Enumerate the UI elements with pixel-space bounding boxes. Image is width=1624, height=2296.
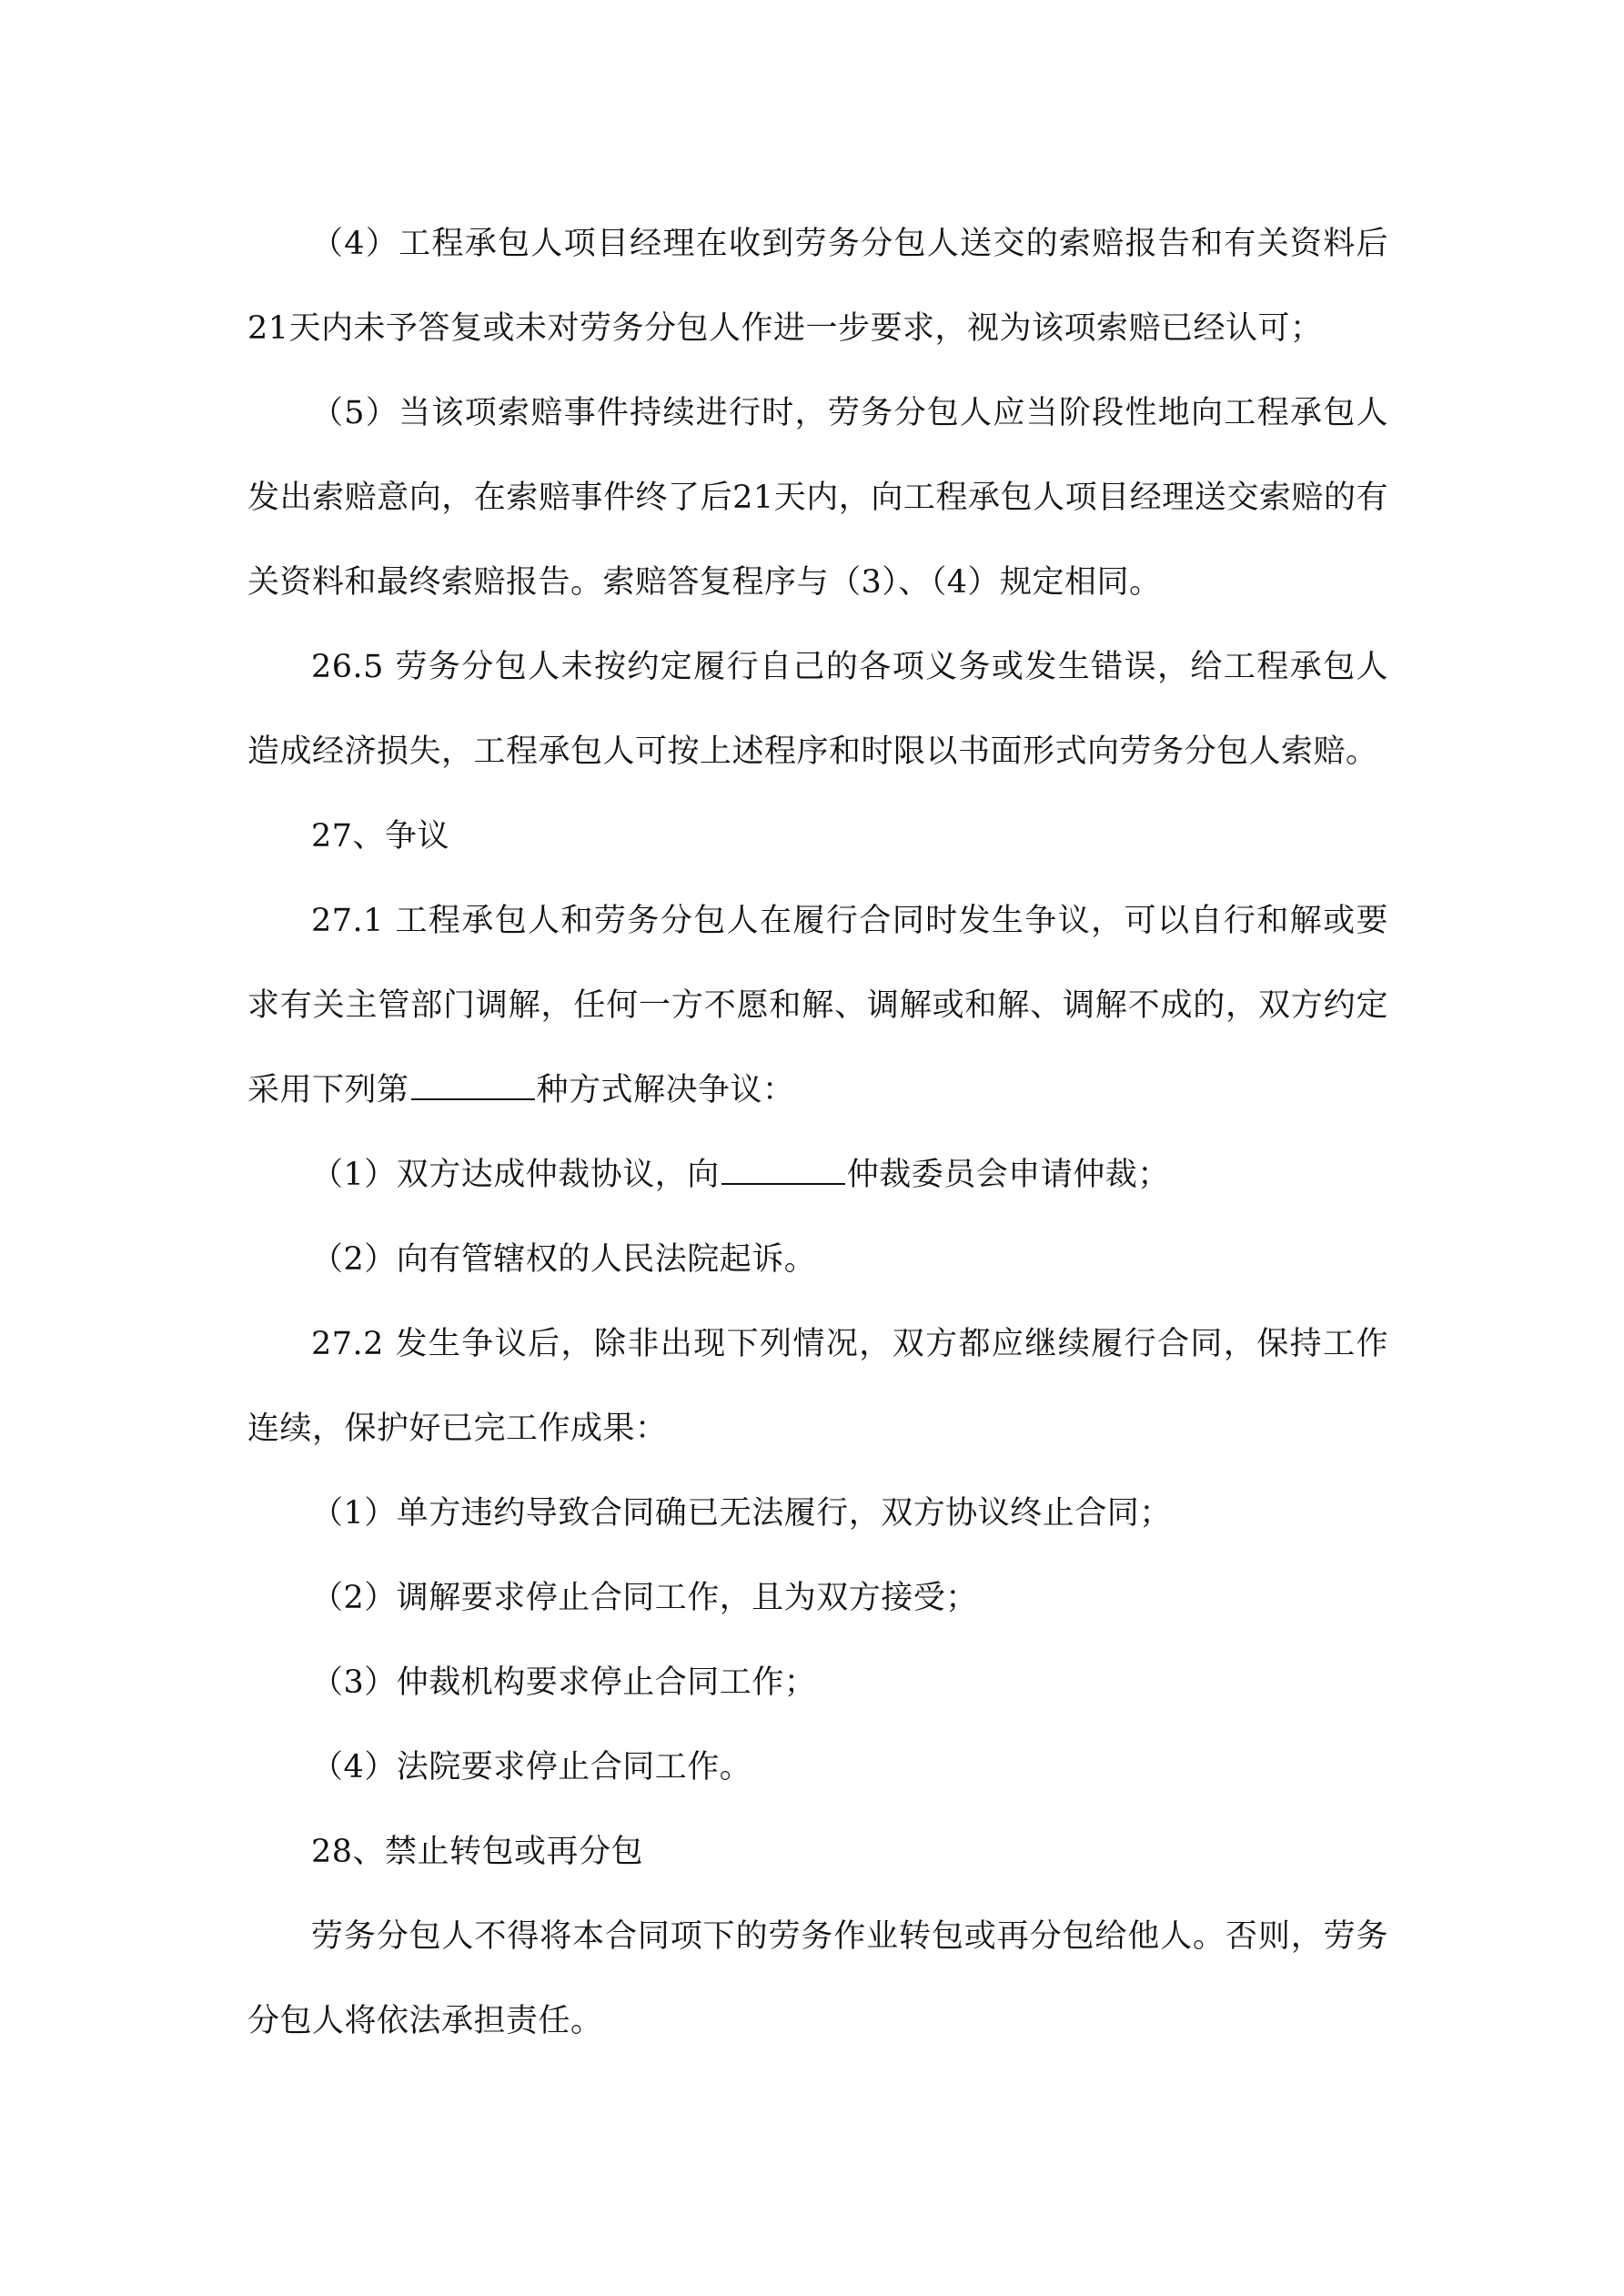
paragraph-arbitration-option: （1）双方达成仲裁协议，向 仲裁委员会申请仲裁； (311, 1157, 1170, 1193)
list-item-3: （3）仲裁机构要求停止合同工作； (311, 1664, 817, 1701)
list-item-4: （4）法院要求停止合同工作。 (311, 1749, 752, 1785)
fill-blank-method[interactable] (411, 1075, 535, 1100)
paragraph-subcontract-prohibition: 劳务分包人不得将本合同项下的劳务作业转包或再分包给他人。否则，劳务分包人将依法承担责任。 (247, 1918, 1388, 2039)
paragraph-27-1: 27.1 工程承包人和劳务分包人在履行合同时发生争议，可以自行和解或要求有关主管部门调解，任何一方不愿和解、调解或和解、调解不成的，双方约定采用下列第 种方式解决争议： (247, 903, 1388, 1108)
paragraph-claim-4: （4）工程承包人项目经理在收到劳务分包人送交的索赔报告和有关资料后21天内未予答复或未对劳务分包人作进一步要求，视为该项索赔已经认可； (247, 226, 1388, 347)
section-heading-28: 28、禁止转包或再分包 (311, 1834, 644, 1870)
document-body (247, 202, 1388, 2064)
paragraph-court-option: （2）向有管辖权的人民法院起诉。 (311, 1241, 817, 1278)
paragraph-26-5: 26.5 劳务分包人未按约定履行自己的各项义务或发生错误，给工程承包人造成经济损失，工程承包人可按上述程序和时限以书面形式向劳务分包人索赔。 (247, 649, 1388, 770)
fill-blank-arbitration-committee[interactable] (721, 1159, 845, 1185)
paragraph-claim-5: （5）当该项索赔事件持续进行时，劳务分包人应当阶段性地向工程承包人发出索赔意向，在索赔事件终了后21天内，向工程承包人项目经理送交索赔的有关资料和最终索赔报告。索赔答复程序与（3）、（4）规定相同。 (247, 395, 1388, 601)
list-item-2: （2）调解要求停止合同工作，且为双方接受； (311, 1580, 978, 1616)
paragraph-27-2: 27.2 发生争议后，除非出现下列情况，双方都应继续履行合同，保持工作连续，保护好已完工作成果： (247, 1326, 1388, 1447)
list-item-1: （1）单方违约导致合同确已无法履行，双方协议终止合同； (311, 1495, 1172, 1532)
section-heading-27: 27、争议 (311, 818, 450, 855)
